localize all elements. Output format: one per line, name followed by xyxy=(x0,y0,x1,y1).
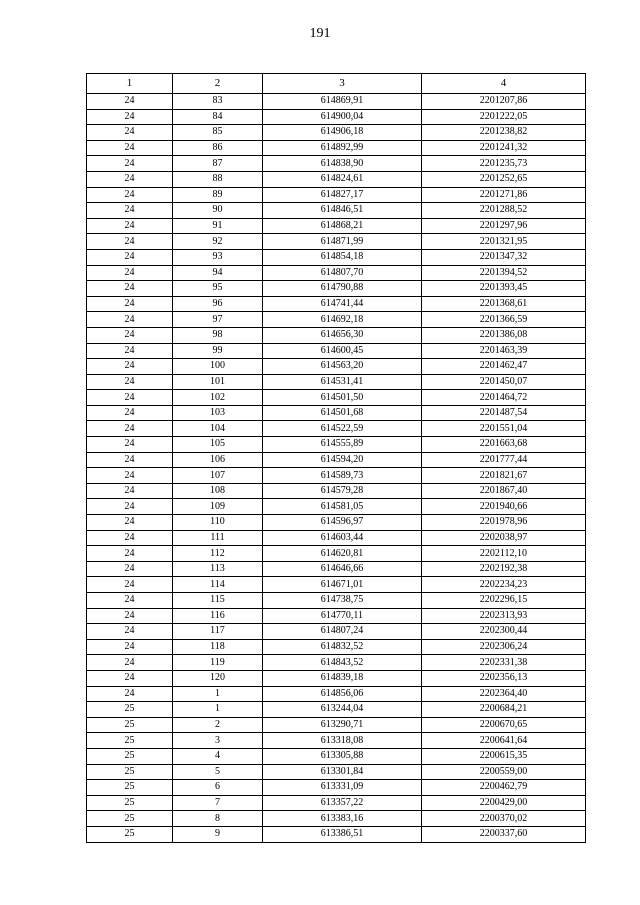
table-cell: 2201551,04 xyxy=(422,421,586,437)
table-cell: 2202296,15 xyxy=(422,593,586,609)
table-cell: 24 xyxy=(87,203,173,219)
table-cell: 6 xyxy=(173,780,263,796)
table-cell: 24 xyxy=(87,437,173,453)
table-cell: 91 xyxy=(173,218,263,234)
table-cell: 1 xyxy=(173,702,263,718)
table-cell: 2200462,79 xyxy=(422,780,586,796)
table-row xyxy=(87,577,586,593)
table-cell: 95 xyxy=(173,281,263,297)
table-cell: 614790,88 xyxy=(263,281,422,297)
table-cell: 24 xyxy=(87,452,173,468)
table-cell: 614869,91 xyxy=(263,94,422,110)
table-cell: 614892,99 xyxy=(263,140,422,156)
table-cell: 25 xyxy=(87,780,173,796)
table-row xyxy=(87,561,586,577)
table-row xyxy=(87,748,586,764)
table-row xyxy=(87,234,586,250)
table-cell: 98 xyxy=(173,327,263,343)
table-cell: 24 xyxy=(87,249,173,265)
table-cell: 614596,97 xyxy=(263,515,422,531)
table-cell: 614522,59 xyxy=(263,421,422,437)
table-cell: 24 xyxy=(87,374,173,390)
table-cell: 25 xyxy=(87,811,173,827)
table-row xyxy=(87,203,586,219)
table-cell: 2202234,23 xyxy=(422,577,586,593)
table-cell: 111 xyxy=(173,530,263,546)
table-cell: 613318,08 xyxy=(263,733,422,749)
table-cell: 24 xyxy=(87,530,173,546)
table-cell: 117 xyxy=(173,624,263,640)
table-cell: 2201222,05 xyxy=(422,109,586,125)
table-cell: 99 xyxy=(173,343,263,359)
table-row xyxy=(87,218,586,234)
table-cell: 107 xyxy=(173,468,263,484)
table-cell: 614603,44 xyxy=(263,530,422,546)
table-cell: 613386,51 xyxy=(263,826,422,842)
table-cell: 2201450,07 xyxy=(422,374,586,390)
table-cell: 614656,30 xyxy=(263,327,422,343)
table-cell: 4 xyxy=(173,748,263,764)
table-row xyxy=(87,624,586,640)
table-cell: 3 xyxy=(173,733,263,749)
table-cell: 24 xyxy=(87,639,173,655)
table-cell: 2201347,32 xyxy=(422,249,586,265)
table-cell: 2200337,60 xyxy=(422,826,586,842)
table-cell: 2202356,13 xyxy=(422,670,586,686)
table-cell: 613301,84 xyxy=(263,764,422,780)
table-row xyxy=(87,468,586,484)
column-header: 1 xyxy=(87,74,173,94)
table-cell: 614620,81 xyxy=(263,546,422,562)
table-cell: 614501,68 xyxy=(263,405,422,421)
table-cell: 116 xyxy=(173,608,263,624)
table-cell: 24 xyxy=(87,561,173,577)
table-cell: 100 xyxy=(173,359,263,375)
table-cell: 614906,18 xyxy=(263,125,422,141)
table-cell: 24 xyxy=(87,546,173,562)
table-cell: 614856,06 xyxy=(263,686,422,702)
table-row xyxy=(87,249,586,265)
table-cell: 2202331,38 xyxy=(422,655,586,671)
table-row xyxy=(87,296,586,312)
table-row xyxy=(87,140,586,156)
table-cell: 93 xyxy=(173,249,263,265)
table-cell: 24 xyxy=(87,156,173,172)
table-cell: 2201297,96 xyxy=(422,218,586,234)
table-cell: 118 xyxy=(173,639,263,655)
table-cell: 2201386,08 xyxy=(422,327,586,343)
table-body xyxy=(87,94,586,843)
table-row xyxy=(87,421,586,437)
table-cell: 2201271,86 xyxy=(422,187,586,203)
table-cell: 2201487,54 xyxy=(422,405,586,421)
table-cell: 24 xyxy=(87,515,173,531)
table-row xyxy=(87,717,586,733)
table-cell: 614594,20 xyxy=(263,452,422,468)
table-cell: 24 xyxy=(87,327,173,343)
column-header: 2 xyxy=(173,74,263,94)
table-cell: 24 xyxy=(87,624,173,640)
table-cell: 105 xyxy=(173,437,263,453)
table-cell: 24 xyxy=(87,218,173,234)
table-cell: 614871,99 xyxy=(263,234,422,250)
table-cell: 97 xyxy=(173,312,263,328)
table-row xyxy=(87,312,586,328)
table-cell: 24 xyxy=(87,125,173,141)
table-cell: 24 xyxy=(87,140,173,156)
table-row xyxy=(87,686,586,702)
table-row xyxy=(87,826,586,842)
table-cell: 614843,52 xyxy=(263,655,422,671)
table-row xyxy=(87,670,586,686)
table-cell: 613357,22 xyxy=(263,795,422,811)
table-cell: 90 xyxy=(173,203,263,219)
table-cell: 2200429,00 xyxy=(422,795,586,811)
table-cell: 614807,24 xyxy=(263,624,422,640)
table-cell: 614555,89 xyxy=(263,437,422,453)
table-row xyxy=(87,343,586,359)
table-cell: 613305,88 xyxy=(263,748,422,764)
table-cell: 614589,73 xyxy=(263,468,422,484)
table-row xyxy=(87,593,586,609)
table-cell: 24 xyxy=(87,670,173,686)
table-cell: 96 xyxy=(173,296,263,312)
table-cell: 613290,71 xyxy=(263,717,422,733)
table-cell: 614839,18 xyxy=(263,670,422,686)
table-row xyxy=(87,655,586,671)
table-cell: 2201252,65 xyxy=(422,171,586,187)
table-cell: 613244,04 xyxy=(263,702,422,718)
table-cell: 2201366,59 xyxy=(422,312,586,328)
table-cell: 24 xyxy=(87,281,173,297)
table-cell: 2200559,00 xyxy=(422,764,586,780)
table-cell: 2201464,72 xyxy=(422,390,586,406)
table-cell: 115 xyxy=(173,593,263,609)
table-cell: 2200684,21 xyxy=(422,702,586,718)
table-cell: 24 xyxy=(87,390,173,406)
table-cell: 2202306,24 xyxy=(422,639,586,655)
table-row xyxy=(87,452,586,468)
table-row xyxy=(87,546,586,562)
table-cell: 2201238,82 xyxy=(422,125,586,141)
table-cell: 108 xyxy=(173,483,263,499)
table-cell: 24 xyxy=(87,608,173,624)
table-cell: 2202112,10 xyxy=(422,546,586,562)
column-header: 4 xyxy=(422,74,586,94)
table-cell: 614868,21 xyxy=(263,218,422,234)
table-row xyxy=(87,483,586,499)
table-cell: 25 xyxy=(87,702,173,718)
table-cell: 25 xyxy=(87,717,173,733)
table-cell: 24 xyxy=(87,421,173,437)
table-row xyxy=(87,733,586,749)
table-header xyxy=(87,74,586,94)
table-cell: 2201821,67 xyxy=(422,468,586,484)
table-row xyxy=(87,515,586,531)
table-cell: 2201777,44 xyxy=(422,452,586,468)
table-row xyxy=(87,437,586,453)
table-cell: 101 xyxy=(173,374,263,390)
table-cell: 2 xyxy=(173,717,263,733)
table-cell: 24 xyxy=(87,499,173,515)
table-row xyxy=(87,156,586,172)
table-cell: 25 xyxy=(87,795,173,811)
table-cell: 25 xyxy=(87,748,173,764)
table-cell: 614807,70 xyxy=(263,265,422,281)
table-row xyxy=(87,171,586,187)
table-cell: 89 xyxy=(173,187,263,203)
table-cell: 2202300,44 xyxy=(422,624,586,640)
table-cell: 2201207,86 xyxy=(422,94,586,110)
table-cell: 24 xyxy=(87,265,173,281)
table-cell: 614832,52 xyxy=(263,639,422,655)
table-cell: 112 xyxy=(173,546,263,562)
table-cell: 2201235,73 xyxy=(422,156,586,172)
coordinates-table xyxy=(86,73,586,843)
table-cell: 2201288,52 xyxy=(422,203,586,219)
table-cell: 110 xyxy=(173,515,263,531)
table-cell: 614741,44 xyxy=(263,296,422,312)
table-cell: 5 xyxy=(173,764,263,780)
table-cell: 88 xyxy=(173,171,263,187)
table-cell: 614671,01 xyxy=(263,577,422,593)
table-cell: 2201241,32 xyxy=(422,140,586,156)
table-cell: 25 xyxy=(87,826,173,842)
table-row xyxy=(87,795,586,811)
table-cell: 2201978,96 xyxy=(422,515,586,531)
table-cell: 109 xyxy=(173,499,263,515)
table-row xyxy=(87,639,586,655)
table-cell: 1 xyxy=(173,686,263,702)
table-cell: 2202038,97 xyxy=(422,530,586,546)
page-number: 191 xyxy=(309,26,331,41)
table-row xyxy=(87,281,586,297)
table-cell: 614581,05 xyxy=(263,499,422,515)
table-row xyxy=(87,702,586,718)
table-row xyxy=(87,109,586,125)
table-cell: 2200670,65 xyxy=(422,717,586,733)
table-cell: 24 xyxy=(87,483,173,499)
table-cell: 24 xyxy=(87,468,173,484)
table-cell: 2202364,40 xyxy=(422,686,586,702)
table-cell: 2201867,40 xyxy=(422,483,586,499)
table-cell: 613331,09 xyxy=(263,780,422,796)
table-cell: 614900,04 xyxy=(263,109,422,125)
table-cell: 86 xyxy=(173,140,263,156)
table-cell: 2201463,39 xyxy=(422,343,586,359)
header-row xyxy=(87,74,586,94)
table-cell: 614563,20 xyxy=(263,359,422,375)
table-cell: 24 xyxy=(87,109,173,125)
table-cell: 614600,45 xyxy=(263,343,422,359)
table-cell: 85 xyxy=(173,125,263,141)
table-cell: 84 xyxy=(173,109,263,125)
table-row xyxy=(87,780,586,796)
table-cell: 7 xyxy=(173,795,263,811)
table-row xyxy=(87,265,586,281)
table-row xyxy=(87,405,586,421)
table-cell: 24 xyxy=(87,405,173,421)
table-row xyxy=(87,499,586,515)
table-cell: 9 xyxy=(173,826,263,842)
table-cell: 614579,28 xyxy=(263,483,422,499)
table-cell: 614531,41 xyxy=(263,374,422,390)
table-cell: 2200370,02 xyxy=(422,811,586,827)
table-cell: 24 xyxy=(87,94,173,110)
table-row xyxy=(87,125,586,141)
table-cell: 24 xyxy=(87,686,173,702)
table-cell: 614738,75 xyxy=(263,593,422,609)
table-row xyxy=(87,811,586,827)
table-cell: 2201321,95 xyxy=(422,234,586,250)
table-cell: 25 xyxy=(87,764,173,780)
table-cell: 614824,61 xyxy=(263,171,422,187)
table-row xyxy=(87,187,586,203)
table-row xyxy=(87,327,586,343)
table-cell: 102 xyxy=(173,390,263,406)
table-cell: 2201393,45 xyxy=(422,281,586,297)
table-cell: 2200615,35 xyxy=(422,748,586,764)
table-cell: 24 xyxy=(87,593,173,609)
table-cell: 614846,51 xyxy=(263,203,422,219)
table-cell: 614646,66 xyxy=(263,561,422,577)
table-cell: 87 xyxy=(173,156,263,172)
table-cell: 614770,11 xyxy=(263,608,422,624)
table-cell: 2202313,93 xyxy=(422,608,586,624)
table-cell: 614501,50 xyxy=(263,390,422,406)
table-cell: 24 xyxy=(87,234,173,250)
table-cell: 614838,90 xyxy=(263,156,422,172)
table-cell: 83 xyxy=(173,94,263,110)
table-cell: 613383,16 xyxy=(263,811,422,827)
table-row xyxy=(87,359,586,375)
table-cell: 24 xyxy=(87,187,173,203)
table-cell: 24 xyxy=(87,312,173,328)
table-cell: 24 xyxy=(87,655,173,671)
table-cell: 24 xyxy=(87,359,173,375)
table-row xyxy=(87,764,586,780)
table-cell: 614854,18 xyxy=(263,249,422,265)
column-header: 3 xyxy=(263,74,422,94)
table-cell: 24 xyxy=(87,577,173,593)
table-cell: 24 xyxy=(87,171,173,187)
table-row xyxy=(87,374,586,390)
table-cell: 2200641,64 xyxy=(422,733,586,749)
table-cell: 103 xyxy=(173,405,263,421)
table-cell: 120 xyxy=(173,670,263,686)
table-cell: 25 xyxy=(87,733,173,749)
table-cell: 104 xyxy=(173,421,263,437)
table-cell: 8 xyxy=(173,811,263,827)
table-cell: 92 xyxy=(173,234,263,250)
table-cell: 113 xyxy=(173,561,263,577)
table-cell: 614827,17 xyxy=(263,187,422,203)
table-cell: 119 xyxy=(173,655,263,671)
table-cell: 24 xyxy=(87,296,173,312)
table-row xyxy=(87,608,586,624)
table-cell: 2201368,61 xyxy=(422,296,586,312)
table-cell: 114 xyxy=(173,577,263,593)
table-cell: 2202192,38 xyxy=(422,561,586,577)
table-row xyxy=(87,390,586,406)
table-cell: 2201462,47 xyxy=(422,359,586,375)
table-row xyxy=(87,530,586,546)
table-row xyxy=(87,94,586,110)
table-cell: 2201394,52 xyxy=(422,265,586,281)
table-cell: 614692,18 xyxy=(263,312,422,328)
table-cell: 94 xyxy=(173,265,263,281)
table-cell: 106 xyxy=(173,452,263,468)
table-cell: 24 xyxy=(87,343,173,359)
table-cell: 2201663,68 xyxy=(422,437,586,453)
table-cell: 2201940,66 xyxy=(422,499,586,515)
